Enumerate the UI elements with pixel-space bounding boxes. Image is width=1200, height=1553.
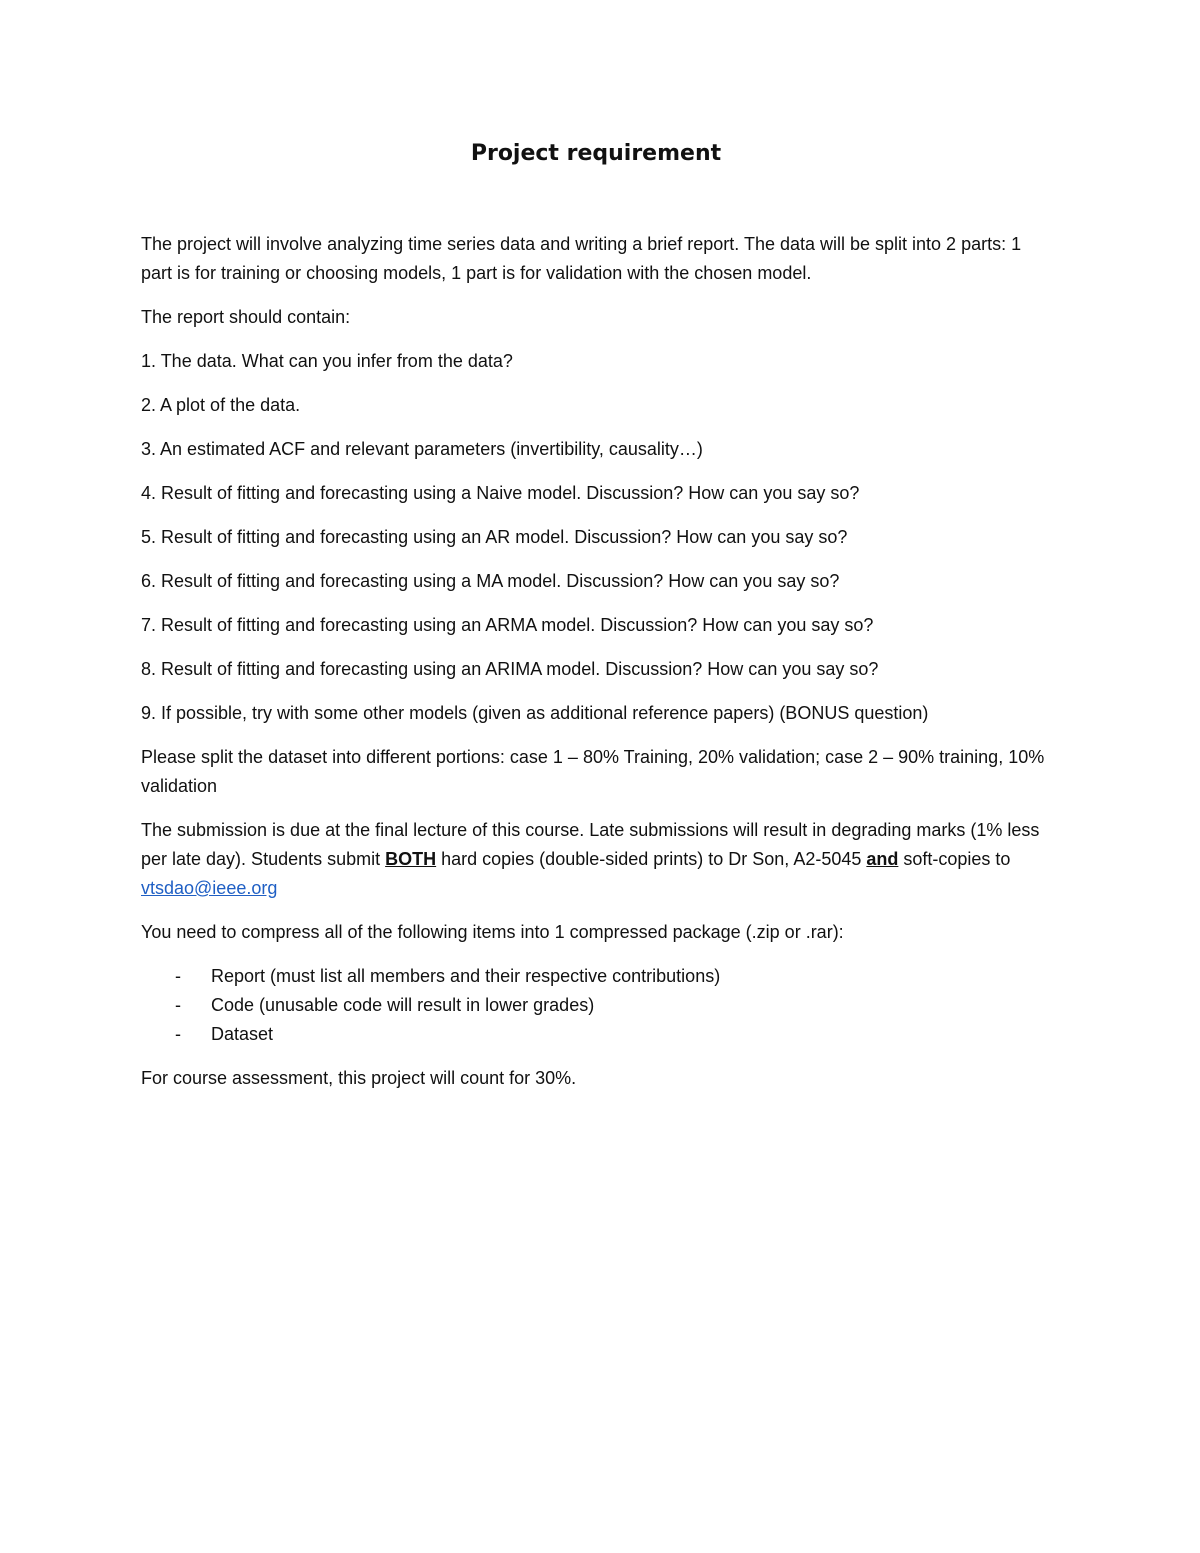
- list-item: 6. Result of fitting and forecasting using a MA model. Discussion? How can you say so?: [141, 571, 840, 591]
- package-item-dataset: Dataset: [211, 1024, 274, 1044]
- package-item-report: Report (must list all members and their respective contributions): [211, 966, 721, 986]
- both-emphasis: BOTH: [385, 849, 437, 869]
- intro-paragraph: The project will involve analyzing time series data and writing a brief report. The data will be split into 2 parts: 1 part is for training or choosing models, 1 part is for validation with the chosen model.: [141, 234, 1022, 283]
- report-heading: The report should contain:: [141, 307, 351, 327]
- list-item: 8. Result of fitting and forecasting using an ARIMA model. Discussion? How can you say so?: [141, 659, 879, 679]
- dash-bullet: -: [175, 966, 181, 986]
- list-item: 2. A plot of the data.: [141, 395, 301, 415]
- submission-text-2: hard copies (double-sided prints) to Dr Son, A2-5045: [436, 849, 867, 869]
- package-item-code: Code (unusable code will result in lower grades): [211, 995, 595, 1015]
- list-item: [141, 962, 1051, 991]
- list-item: [141, 991, 1051, 1020]
- submission-text-1: The submission is due at the final lecture of this course. Late submissions will result in degrading marks (1% less per late day). Students submit: [141, 820, 1040, 869]
- dash-bullet: -: [175, 995, 181, 1015]
- list-item: [141, 1020, 1051, 1049]
- submission-text-3: soft-copies to: [898, 849, 1011, 869]
- list-item: 3. An estimated ACF and relevant parameters (invertibility, causality…): [141, 439, 703, 459]
- and-emphasis: and: [866, 849, 899, 869]
- split-paragraph: Please split the dataset into different portions: case 1 – 80% Training, 20% validation; case 2 – 90% training, 10% validation: [141, 747, 1045, 796]
- dash-bullet: -: [175, 1024, 181, 1044]
- list-item: 7. Result of fitting and forecasting using an ARMA model. Discussion? How can you say so?: [141, 615, 874, 635]
- package-list: [141, 962, 1051, 1049]
- compress-paragraph: You need to compress all of the following items into 1 compressed package (.zip or .rar):: [141, 922, 844, 942]
- submission-paragraph: [141, 816, 1051, 903]
- email-link[interactable]: vtsdao@ieee.org: [141, 878, 278, 898]
- list-item: 1. The data. What can you infer from the data?: [141, 351, 513, 371]
- page-title: Project requirement: [470, 141, 722, 166]
- list-item: 4. Result of fitting and forecasting using a Naive model. Discussion? How can you say so?: [141, 483, 860, 503]
- document-body: [141, 138, 1051, 1108]
- list-item: 5. Result of fitting and forecasting using an AR model. Discussion? How can you say so?: [141, 527, 848, 547]
- assessment-paragraph: For course assessment, this project will count for 30%.: [141, 1068, 577, 1088]
- list-item: 9. If possible, try with some other models (given as additional reference papers) (BONUS question): [141, 703, 929, 723]
